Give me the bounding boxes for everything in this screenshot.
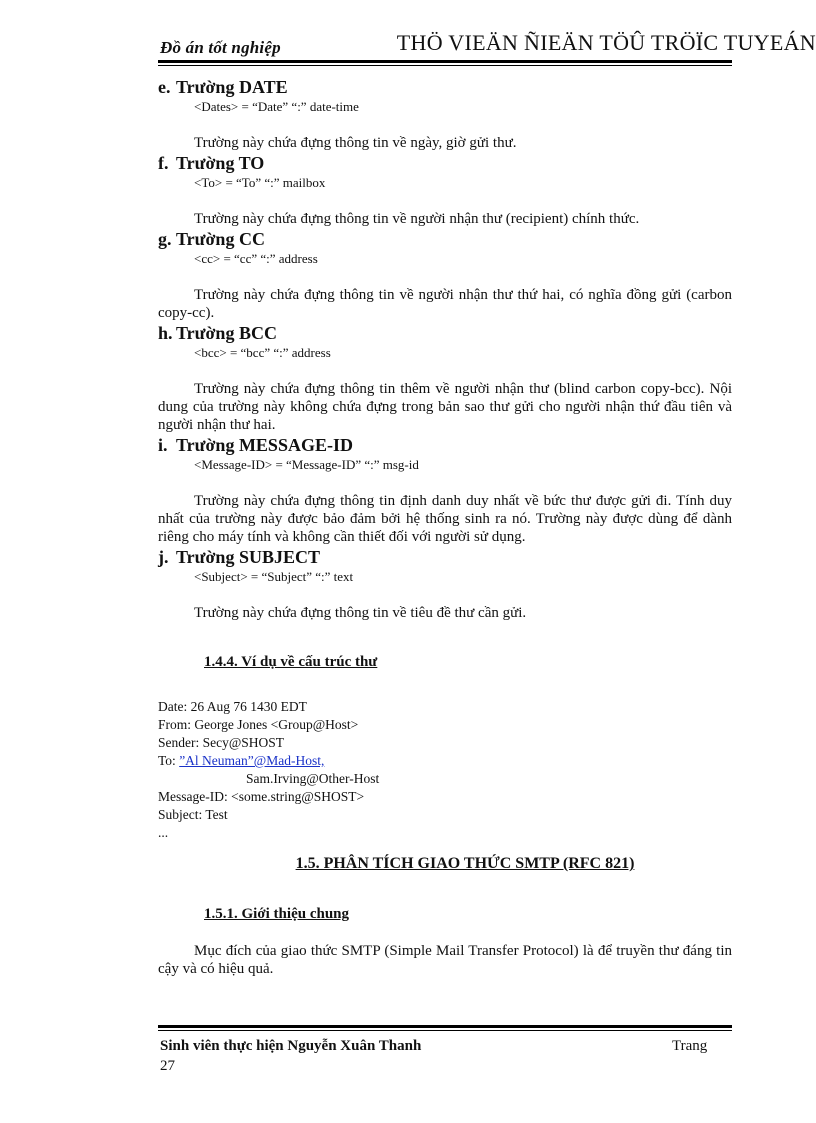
example-line-to-continued: Sam.Irving@Other-Host	[246, 771, 380, 786]
header-rule-thin	[158, 65, 732, 66]
field-description: Trường này chứa đựng thông tin định danh duy nhất về bức thư được gửi đi. Tính duy nhất của trường này được bảo đảm bởi hệ thống sinh ra nó. Trường này được dùng để dành riêng cho máy tính và không cần thiết đối với người sử dụng.	[158, 493, 732, 545]
field-title: Trường MESSAGE-ID	[176, 435, 353, 455]
field-section-to	[158, 152, 732, 228]
field-letter: i.	[158, 435, 168, 455]
field-syntax: <bcc> = “bcc” “:” address	[194, 345, 331, 360]
field-letter: f.	[158, 153, 169, 173]
field-section-bcc	[158, 322, 732, 434]
section-heading: 1.5. PHÂN TÍCH GIAO THỨC SMTP (RFC 821)	[295, 855, 635, 872]
header-title: Đồ án tốt nghiệp	[160, 38, 281, 57]
field-title: Trường SUBJECT	[176, 547, 320, 567]
example-line-ellipsis: ...	[158, 825, 169, 840]
field-letter: g.	[158, 229, 172, 249]
field-description: Trường này chứa đựng thông tin về tiêu đề thư cần gửi.	[194, 605, 527, 621]
field-section-date	[158, 76, 732, 152]
footer-page-label: Trang	[672, 1038, 708, 1054]
field-section-message-id	[158, 434, 732, 546]
example-line-from: From: George Jones <Group@Host>	[158, 717, 359, 732]
footer-author: Sinh viên thực hiện Nguyễn Xuân Thanh	[160, 1038, 422, 1054]
field-description: Trường này chứa đựng thông tin về ngày, giờ gửi thư.	[194, 135, 517, 151]
example-line-to	[158, 752, 732, 770]
field-syntax: <To> = “To” “:” mailbox	[194, 175, 326, 190]
example-heading: 1.4.4. Ví dụ về cấu trúc thư	[204, 654, 378, 670]
example-message	[158, 698, 732, 842]
field-description: Trường này chứa đựng thông tin về người nhận thư (recipient) chính thức.	[194, 211, 640, 227]
field-syntax: <cc> = “cc” “:” address	[194, 251, 318, 266]
field-section-subject	[158, 546, 732, 622]
header-library-banner: THÖ VIEÄN ÑIEÄN TÖÛ TRÖÏC TUYEÁN	[396, 30, 816, 55]
field-syntax: <Subject> = “Subject” “:” text	[194, 569, 354, 584]
footer-rule-thick	[158, 1025, 732, 1028]
field-syntax: <Dates> = “Date” “:” date-time	[194, 99, 359, 114]
example-line-message-id: Message-ID: <some.string@SHOST>	[158, 789, 365, 804]
field-heading	[158, 546, 732, 568]
field-title: Trường BCC	[176, 323, 277, 343]
field-heading	[158, 322, 732, 344]
field-heading	[158, 76, 732, 98]
example-line-sender: Sender: Secy@SHOST	[158, 735, 285, 750]
field-title: Trường DATE	[176, 77, 288, 97]
field-heading	[158, 228, 732, 250]
example-line-subject: Subject: Test	[158, 807, 228, 822]
field-description: Trường này chứa đựng thông tin về người nhận thư thứ hai, có nghĩa đồng gửi (carbon copy-cc).	[158, 287, 732, 321]
field-heading	[158, 152, 732, 174]
example-to-prefix: To:	[158, 753, 180, 768]
section-sub-heading: 1.5.1. Giới thiệu chung	[204, 906, 349, 922]
email-link[interactable]: ”Al Neuman”@Mad-Host,	[179, 753, 325, 768]
example-line-date: Date: 26 Aug 76 1430 EDT	[158, 699, 307, 714]
field-title: Trường TO	[176, 153, 265, 173]
field-syntax: <Message-ID> = “Message-ID” “:” msg-id	[194, 457, 419, 472]
page-body	[158, 76, 732, 978]
field-letter: h.	[158, 323, 173, 343]
field-description: Trường này chứa đựng thông tin thêm về người nhận thư (blind carbon copy-bcc). Nội dung của trường này không chứa đựng trong bản sao thư gửi cho người nhận thứ đầu tiên và người nhận thư hai.	[158, 381, 732, 433]
field-letter: j.	[158, 547, 169, 567]
field-section-cc	[158, 228, 732, 322]
footer-page-number: 27	[160, 1058, 175, 1074]
footer-rule-thin	[158, 1030, 732, 1031]
field-letter: e.	[158, 77, 171, 97]
section-paragraph: Mục đích của giao thức SMTP (Simple Mail Transfer Protocol) là để truyền thư đáng tin cậy và có hiệu quả.	[158, 943, 732, 977]
header-rule-thick	[158, 60, 732, 63]
field-title: Trường CC	[176, 229, 265, 249]
field-heading	[158, 434, 732, 456]
